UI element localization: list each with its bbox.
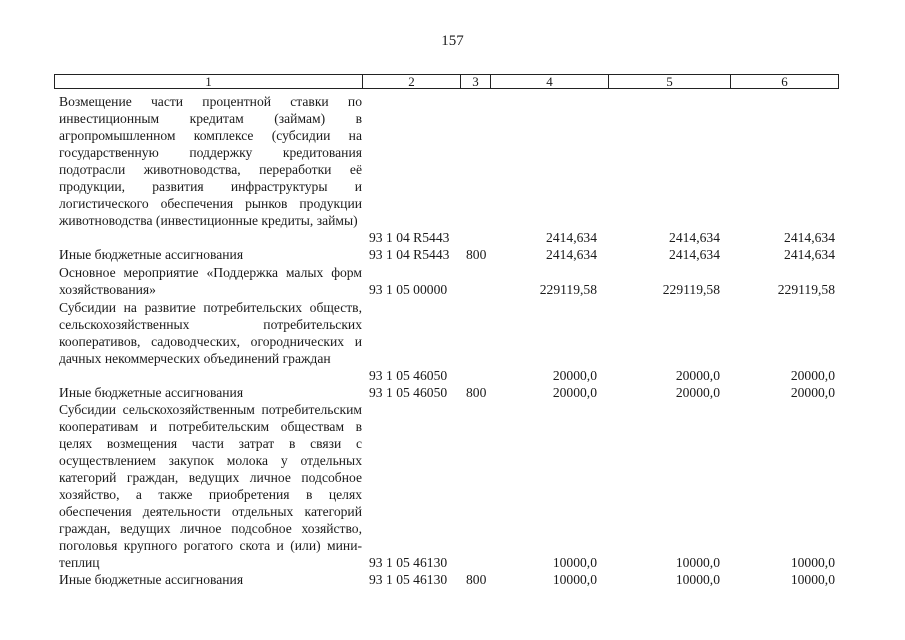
- column-header-4: 4: [491, 75, 609, 88]
- row-code: 93 1 05 46050: [369, 385, 448, 400]
- row-value-col4: 10000,0: [552, 572, 597, 587]
- row-value-col6: 229119,58: [777, 282, 835, 297]
- row-type: 800: [466, 247, 487, 262]
- row-value-col6: 20000,0: [790, 368, 835, 383]
- page-number: 157: [441, 33, 464, 49]
- row-value-col5: 2414,634: [669, 247, 720, 262]
- row-value-col4: 20000,0: [552, 368, 597, 383]
- row-value-col4: 2414,634: [546, 247, 597, 262]
- row-description: Возмещение части процентной ставки по инвестиционным кредитам (займам) в агропромышленном комплексе (субсидии на государственную поддержку кредитования подотрасли животноводства, переработки её продукции, развития инфраструктуры и логистического обеспечения рынков продукции животноводства (инвестиционные кредиты, займы): [59, 94, 362, 228]
- table-header: [54, 74, 839, 89]
- row-value-col4: 10000,0: [552, 555, 597, 570]
- column-header-1: 1: [55, 75, 363, 88]
- row-code: 93 1 05 46130: [369, 555, 448, 570]
- row-value-col4: 20000,0: [552, 385, 597, 400]
- row-description: Субсидии на развитие потребительских обществ, сельскохозяйственных потребительских кооперативов, садоводческих, огороднических и дачных некоммерческих объединений граждан: [59, 300, 362, 366]
- row-value-col5: 20000,0: [675, 368, 720, 383]
- column-header-3: 3: [461, 75, 491, 88]
- column-header-2: 2: [363, 75, 461, 88]
- row-value-col4: 229119,58: [539, 282, 597, 297]
- row-value-col5: 2414,634: [669, 230, 720, 245]
- row-type: 800: [466, 572, 487, 587]
- row-description: Иные бюджетные ассигнования: [59, 247, 244, 262]
- row-code: 93 1 05 46050: [369, 368, 448, 383]
- row-value-col6: 2414,634: [784, 247, 835, 262]
- row-value-col5: 10000,0: [675, 572, 720, 587]
- row-value-col6: 10000,0: [790, 555, 835, 570]
- row-description: Иные бюджетные ассигнования: [59, 572, 244, 587]
- row-code: 93 1 05 46130: [369, 572, 448, 587]
- column-header-6: 6: [781, 74, 788, 89]
- row-type: 800: [466, 385, 487, 400]
- row-code: 93 1 04 R5443: [369, 247, 450, 262]
- row-value-col5: 229119,58: [662, 282, 720, 297]
- row-description: Основное мероприятие «Поддержка малых форм хозяйствования»: [59, 265, 362, 297]
- row-value-col6: 10000,0: [790, 572, 835, 587]
- row-value-col5: 10000,0: [675, 555, 720, 570]
- row-code: 93 1 04 R5443: [369, 230, 450, 245]
- row-code: 93 1 05 00000: [369, 282, 448, 297]
- row-value-col4: 2414,634: [546, 230, 597, 245]
- row-description: Иные бюджетные ассигнования: [59, 385, 244, 400]
- row-description: Субсидии сельскохозяйственным потребительским кооперативам и потребительским обществам в целях возмещения части затрат в связи с осуществлением закупок молока у отдельных категорий граждан, ведущих личное подсобное хозяйство, а также приобретения в целях обеспечения деятельности отдельных категорий граждан, ведущих личное подсобное хозяйство, поголовья крупного рогатого скота и (или) мини-теплиц: [59, 402, 362, 570]
- row-value-col5: 20000,0: [675, 385, 720, 400]
- row-value-col6: 20000,0: [790, 385, 835, 400]
- row-value-col6: 2414,634: [784, 230, 835, 245]
- column-header-5: 5: [609, 75, 731, 88]
